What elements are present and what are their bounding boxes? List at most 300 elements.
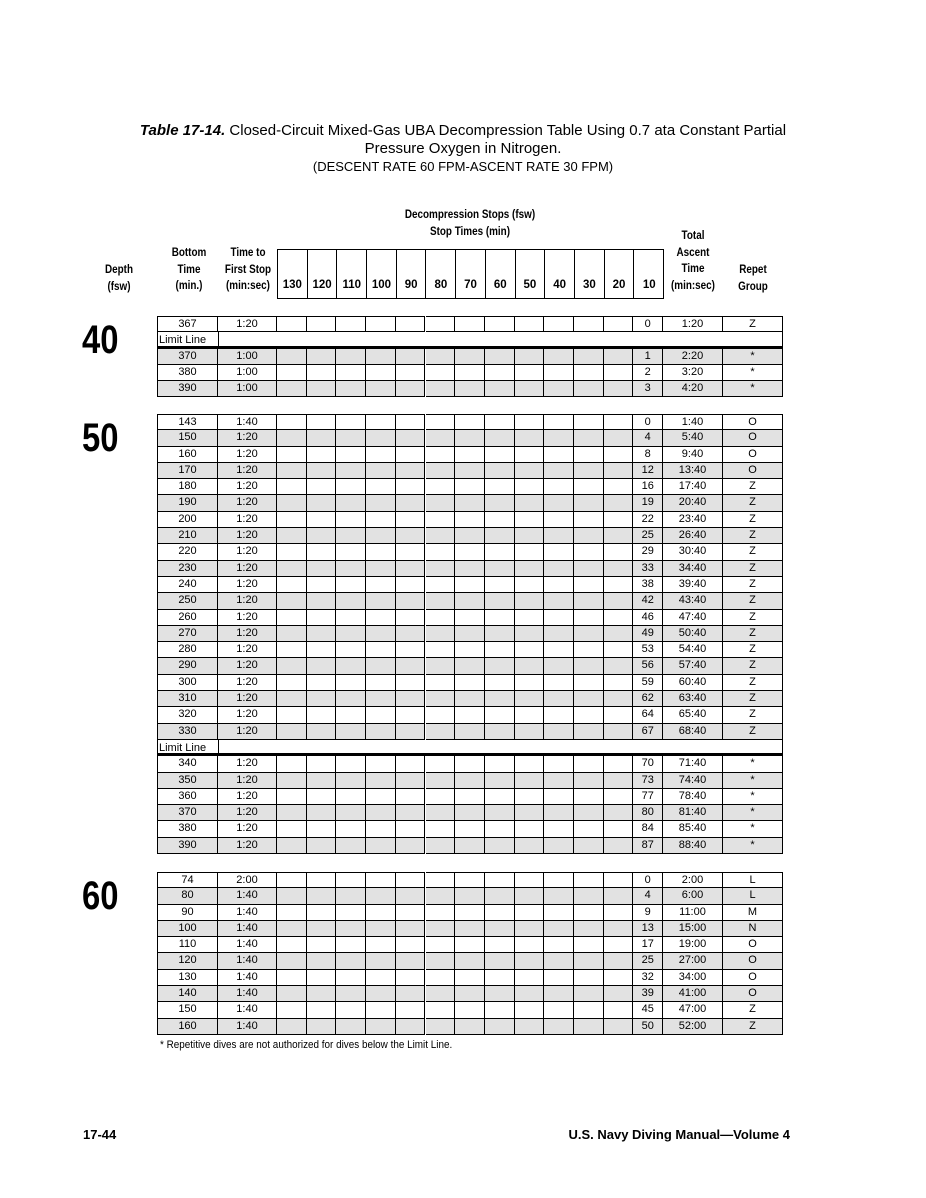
stop-time-cell-empty: [307, 414, 337, 430]
stop-time-cell-empty: [277, 658, 307, 674]
stop-time-cell-empty: [336, 544, 366, 560]
table-row: [157, 953, 783, 969]
stop-time-cell-empty: [396, 381, 426, 397]
stop-time-cell-empty: [426, 528, 456, 544]
stop-time-cell-empty: [307, 642, 337, 658]
total-ascent-header-line: Ascent: [676, 246, 710, 259]
repet-group-cell: Z: [723, 593, 783, 609]
stop-time-cell-empty: [426, 789, 456, 805]
repet-group-cell: *: [723, 756, 783, 772]
bottom-time-cell: 340: [157, 756, 218, 772]
stop-time-cell-empty: [544, 921, 574, 937]
stop-time-cell-empty: [574, 821, 604, 837]
stop-time-cell-empty: [544, 1002, 574, 1018]
stop-time-cell-empty: [396, 495, 426, 511]
stop-time-cell-empty: [455, 430, 485, 446]
stop-time-cell-empty: [485, 463, 515, 479]
table-row: [157, 691, 783, 707]
stop-10-time-cell: 77: [633, 789, 663, 805]
stop-time-cell-empty: [307, 691, 337, 707]
stop-time-cell-empty: [336, 512, 366, 528]
table-row: [157, 626, 783, 642]
table-row: [157, 463, 783, 479]
depth-section-table: [157, 872, 783, 1035]
stop-time-cell-empty: [455, 986, 485, 1002]
stop-time-cell-empty: [515, 905, 545, 921]
repet-group-cell: *: [723, 821, 783, 837]
first-stop-time-cell: 1:20: [218, 463, 277, 479]
stop-time-cell-empty: [277, 561, 307, 577]
bottom-time-cell: 270: [157, 626, 218, 642]
stop-time-cell-empty: [366, 1002, 396, 1018]
bottom-time-cell: 330: [157, 724, 218, 740]
table-row: [157, 970, 783, 986]
stop-time-cell-empty: [604, 756, 634, 772]
repet-group-cell: *: [723, 365, 783, 381]
table-row: [157, 805, 783, 821]
table-row: [157, 610, 783, 626]
stop-time-cell-empty: [544, 365, 574, 381]
stop-time-cell-empty: [366, 479, 396, 495]
stop-time-cell-empty: [277, 577, 307, 593]
repet-group-cell: Z: [723, 626, 783, 642]
repet-group-cell: M: [723, 905, 783, 921]
stop-time-cell-empty: [307, 805, 337, 821]
stop-time-cell-empty: [455, 561, 485, 577]
depth-label: 50: [82, 416, 119, 460]
table-subtitle: (DESCENT RATE 60 FPM-ASCENT RATE 30 FPM): [312, 159, 614, 174]
stop-time-cell-empty: [426, 626, 456, 642]
stop-time-cell-empty: [366, 872, 396, 888]
stop-time-cell-empty: [426, 953, 456, 969]
stop-time-cell-empty: [396, 1002, 426, 1018]
stop-time-cell-empty: [485, 724, 515, 740]
total-ascent-time-cell: 68:40: [663, 724, 723, 740]
table-row: [157, 756, 783, 772]
table-row: [157, 316, 783, 332]
first-stop-time-cell: 1:20: [218, 512, 277, 528]
stop-time-cell-empty: [396, 773, 426, 789]
title-text-2: Pressure Oxygen in Nitrogen.: [364, 140, 562, 157]
stop-time-cell-empty: [336, 838, 366, 854]
stop-time-cell-empty: [396, 838, 426, 854]
stop-time-cell-empty: [426, 577, 456, 593]
stop-time-cell-empty: [396, 544, 426, 560]
stop-time-cell-empty: [604, 463, 634, 479]
stop-time-cell-empty: [544, 528, 574, 544]
stop-time-cell-empty: [515, 789, 545, 805]
first-stop-header-line: First Stop: [224, 263, 272, 276]
first-stop-time-cell: 1:40: [218, 888, 277, 904]
total-ascent-time-cell: 81:40: [663, 805, 723, 821]
first-stop-time-cell: 1:20: [218, 316, 277, 332]
stop-time-cell-empty: [544, 463, 574, 479]
repet-group-header-line: Repet: [739, 264, 767, 276]
stop-time-cell-empty: [574, 888, 604, 904]
stop-time-cell-empty: [336, 970, 366, 986]
stop-time-cell-empty: [574, 577, 604, 593]
stop-time-cell-empty: [604, 805, 634, 821]
stop-time-cell-empty: [515, 463, 545, 479]
depth-label: 60: [82, 874, 119, 918]
stop-10-time-cell: 33: [633, 561, 663, 577]
stop-time-cell-empty: [574, 610, 604, 626]
stop-time-cell-empty: [544, 495, 574, 511]
stop-time-cell-empty: [455, 724, 485, 740]
stop-time-cell-empty: [366, 675, 396, 691]
stop-time-cell-empty: [396, 905, 426, 921]
stop-time-cell-empty: [366, 888, 396, 904]
stop-time-cell-empty: [366, 970, 396, 986]
stop-time-cell-empty: [485, 1002, 515, 1018]
stop-time-cell-empty: [426, 691, 456, 707]
stop-time-cell-empty: [336, 691, 366, 707]
repet-group-cell: L: [723, 872, 783, 888]
stop-time-cell-empty: [366, 756, 396, 772]
stop-time-cell-empty: [366, 1019, 396, 1035]
repet-group-cell: *: [723, 838, 783, 854]
stop-time-cell-empty: [336, 626, 366, 642]
total-ascent-time-cell: 17:40: [663, 479, 723, 495]
stop-time-cell-empty: [574, 986, 604, 1002]
stop-time-cell-empty: [396, 888, 426, 904]
stop-time-cell-empty: [485, 953, 515, 969]
first-stop-time-cell: 1:20: [218, 479, 277, 495]
stop-time-cell-empty: [426, 838, 456, 854]
stop-10-time-cell: 1: [633, 349, 663, 365]
stop-time-cell-empty: [604, 773, 634, 789]
first-stop-time-cell: 1:20: [218, 447, 277, 463]
stop-time-cell-empty: [515, 365, 545, 381]
stop-10-time-cell: 4: [633, 888, 663, 904]
bottom-time-cell: 230: [157, 561, 218, 577]
repet-group-cell: *: [723, 349, 783, 365]
stop-time-cell-empty: [277, 447, 307, 463]
stop-time-cell-empty: [485, 479, 515, 495]
repet-group-cell: *: [723, 789, 783, 805]
stop-time-cell-empty: [336, 479, 366, 495]
stop-time-cell-empty: [455, 495, 485, 511]
bottom-time-cell: 380: [157, 365, 218, 381]
stop-time-cell-empty: [515, 626, 545, 642]
stop-time-cell-empty: [485, 921, 515, 937]
first-stop-time-cell: 1:40: [218, 953, 277, 969]
repet-group-cell: Z: [723, 707, 783, 723]
stop-time-cell-empty: [574, 970, 604, 986]
table-title: [60, 122, 866, 176]
stop-time-cell-empty: [307, 381, 337, 397]
table-row: [157, 528, 783, 544]
table-row: [157, 544, 783, 560]
stop-time-cell-empty: [485, 675, 515, 691]
table-row: [157, 888, 783, 904]
stop-time-cell-empty: [277, 888, 307, 904]
stop-time-cell-empty: [544, 756, 574, 772]
stop-time-cell-empty: [307, 821, 337, 837]
stop-time-cell-empty: [574, 544, 604, 560]
stop-time-cell-empty: [485, 495, 515, 511]
first-stop-time-cell: 1:20: [218, 495, 277, 511]
stop-time-cell-empty: [336, 414, 366, 430]
table-row: [157, 430, 783, 446]
total-ascent-time-cell: 50:40: [663, 626, 723, 642]
stop-time-cell-empty: [455, 463, 485, 479]
total-ascent-time-cell: 54:40: [663, 642, 723, 658]
table-row: [157, 838, 783, 854]
stop-time-cell-empty: [307, 593, 337, 609]
stop-time-cell-empty: [307, 479, 337, 495]
stop-10-time-cell: 87: [633, 838, 663, 854]
stop-time-cell-empty: [574, 349, 604, 365]
first-stop-header-line: (min:sec): [226, 280, 270, 292]
bottom-time-cell: 240: [157, 577, 218, 593]
bottom-time-cell: 74: [157, 872, 218, 888]
total-ascent-time-cell: 60:40: [663, 675, 723, 691]
stop-time-cell-empty: [515, 986, 545, 1002]
stop-time-cell-empty: [485, 986, 515, 1002]
stop-10-time-cell: 29: [633, 544, 663, 560]
first-stop-time-cell: 1:20: [218, 707, 277, 723]
stop-time-cell-empty: [366, 349, 396, 365]
total-ascent-time-cell: 23:40: [663, 512, 723, 528]
stop-time-cell-empty: [544, 1019, 574, 1035]
stop-time-cell-empty: [574, 642, 604, 658]
table-row: [157, 479, 783, 495]
stop-time-cell-empty: [336, 872, 366, 888]
stop-time-cell-empty: [366, 430, 396, 446]
stop-time-cell-empty: [396, 1019, 426, 1035]
repet-group-cell: Z: [723, 479, 783, 495]
stop-time-cell-empty: [544, 724, 574, 740]
stop-time-cell-empty: [574, 937, 604, 953]
stop-time-cell-empty: [277, 921, 307, 937]
stop-time-cell-empty: [366, 937, 396, 953]
stop-time-cell-empty: [277, 365, 307, 381]
stop-time-cell-empty: [366, 707, 396, 723]
stop-time-cell-empty: [574, 675, 604, 691]
stop-time-cell-empty: [455, 970, 485, 986]
stop-10-time-cell: 46: [633, 610, 663, 626]
stop-time-cell-empty: [307, 544, 337, 560]
table-row: [157, 658, 783, 674]
stop-time-cell-empty: [455, 479, 485, 495]
stop-time-cell-empty: [336, 756, 366, 772]
stop-time-cell-empty: [604, 789, 634, 805]
stop-time-cell-empty: [515, 1002, 545, 1018]
stop-time-cell-empty: [485, 447, 515, 463]
stop-time-cell-empty: [515, 316, 545, 332]
stop-time-cell-empty: [485, 872, 515, 888]
stop-10-time-cell: 39: [633, 986, 663, 1002]
repet-group-cell: O: [723, 430, 783, 446]
stop-time-cell-empty: [515, 1019, 545, 1035]
stop-time-cell-empty: [604, 610, 634, 626]
repet-group-cell: *: [723, 381, 783, 397]
stop-depth-header: 110: [337, 250, 367, 298]
stop-time-cell-empty: [307, 756, 337, 772]
stop-time-cell-empty: [604, 1002, 634, 1018]
repet-group-cell: N: [723, 921, 783, 937]
stop-time-cell-empty: [544, 691, 574, 707]
stop-time-cell-empty: [485, 1019, 515, 1035]
stop-time-cell-empty: [426, 937, 456, 953]
stop-time-cell-empty: [366, 838, 396, 854]
stop-time-cell-empty: [455, 365, 485, 381]
stop-time-cell-empty: [277, 937, 307, 953]
total-ascent-time-cell: 41:00: [663, 986, 723, 1002]
stop-time-cell-empty: [307, 349, 337, 365]
stop-time-cell-empty: [515, 495, 545, 511]
bottom-time-cell: 220: [157, 544, 218, 560]
stop-time-cell-empty: [336, 953, 366, 969]
stop-time-cell-empty: [455, 805, 485, 821]
table-row: [157, 937, 783, 953]
stop-depth-header: 40: [545, 250, 575, 298]
stop-time-cell-empty: [515, 414, 545, 430]
footnote: * Repetitive dives are not authorized for dives below the Limit Line.: [160, 1039, 453, 1051]
stop-time-cell-empty: [336, 365, 366, 381]
stop-time-cell-empty: [396, 512, 426, 528]
stop-time-cell-empty: [604, 528, 634, 544]
stop-time-cell-empty: [544, 316, 574, 332]
total-ascent-header: [666, 228, 719, 294]
bottom-time-cell: 290: [157, 658, 218, 674]
total-ascent-time-cell: 63:40: [663, 691, 723, 707]
stop-time-cell-empty: [307, 447, 337, 463]
stop-time-cell-empty: [336, 349, 366, 365]
bottom-time-cell: 190: [157, 495, 218, 511]
stop-depth-header: 120: [308, 250, 338, 298]
stop-time-cell-empty: [455, 872, 485, 888]
repet-group-cell: O: [723, 953, 783, 969]
stop-time-cell-empty: [336, 316, 366, 332]
stop-time-cell-empty: [277, 756, 307, 772]
stop-time-cell-empty: [485, 528, 515, 544]
repet-group-cell: *: [723, 805, 783, 821]
table-row: [157, 921, 783, 937]
stop-time-cell-empty: [426, 561, 456, 577]
bottom-time-cell: 250: [157, 593, 218, 609]
stop-time-cell-empty: [277, 905, 307, 921]
total-ascent-time-cell: 39:40: [663, 577, 723, 593]
stop-time-cell-empty: [366, 773, 396, 789]
stop-time-cell-empty: [544, 561, 574, 577]
first-stop-time-cell: 1:20: [218, 805, 277, 821]
stop-time-cell-empty: [277, 512, 307, 528]
stop-time-cell-empty: [604, 577, 634, 593]
stop-time-cell-empty: [455, 888, 485, 904]
first-stop-time-cell: 1:20: [218, 675, 277, 691]
table-row: [157, 495, 783, 511]
bottom-time-cell: 210: [157, 528, 218, 544]
stop-time-cell-empty: [485, 756, 515, 772]
stop-time-cell-empty: [485, 610, 515, 626]
bottom-time-cell: 260: [157, 610, 218, 626]
stops-header-line: Stop Times (min): [429, 225, 511, 238]
stop-time-cell-empty: [604, 953, 634, 969]
stop-depth-header: 100: [367, 250, 397, 298]
stop-time-cell-empty: [426, 414, 456, 430]
table-row: [157, 349, 783, 365]
stop-time-cell-empty: [277, 414, 307, 430]
stop-time-cell-empty: [336, 905, 366, 921]
bottom-time-cell: 360: [157, 789, 218, 805]
stop-time-cell-empty: [396, 675, 426, 691]
repet-group-cell: O: [723, 463, 783, 479]
stop-time-cell-empty: [515, 593, 545, 609]
bottom-time-cell: 300: [157, 675, 218, 691]
limit-line-divider: [218, 332, 219, 348]
stop-time-cell-empty: [277, 1019, 307, 1035]
stop-10-time-cell: 45: [633, 1002, 663, 1018]
stop-time-cell-empty: [544, 479, 574, 495]
limit-line-label: Limit Line: [159, 334, 207, 347]
stop-10-time-cell: 8: [633, 447, 663, 463]
bottom-time-cell: 200: [157, 512, 218, 528]
limit-line-divider: [218, 740, 219, 756]
stop-time-cell-empty: [426, 610, 456, 626]
first-stop-time-cell: 1:20: [218, 561, 277, 577]
stop-time-cell-empty: [544, 707, 574, 723]
stop-time-cell-empty: [574, 838, 604, 854]
stop-time-cell-empty: [574, 495, 604, 511]
stop-time-cell-empty: [336, 577, 366, 593]
bottom-time-cell: 390: [157, 838, 218, 854]
bottom-time-cell: 150: [157, 1002, 218, 1018]
stop-time-cell-empty: [366, 805, 396, 821]
table-row: [157, 821, 783, 837]
stop-time-cell-empty: [366, 381, 396, 397]
stop-time-cell-empty: [604, 905, 634, 921]
stop-time-cell-empty: [366, 528, 396, 544]
stop-time-cell-empty: [455, 642, 485, 658]
stop-10-time-cell: 12: [633, 463, 663, 479]
stop-time-cell-empty: [455, 626, 485, 642]
stop-time-cell-empty: [426, 495, 456, 511]
stop-time-cell-empty: [396, 953, 426, 969]
bottom-time-cell: 110: [157, 937, 218, 953]
stops-header-grid: [277, 249, 664, 299]
table-row: [157, 986, 783, 1002]
first-stop-time-cell: 1:20: [218, 642, 277, 658]
table-row: [157, 707, 783, 723]
stop-time-cell-empty: [455, 349, 485, 365]
stop-time-cell-empty: [544, 838, 574, 854]
bottom-time-cell: 90: [157, 905, 218, 921]
stop-time-cell-empty: [396, 528, 426, 544]
stop-time-cell-empty: [455, 756, 485, 772]
stop-time-cell-empty: [307, 463, 337, 479]
stop-time-cell-empty: [366, 495, 396, 511]
stop-time-cell-empty: [396, 577, 426, 593]
repet-group-cell: Z: [723, 561, 783, 577]
stop-time-cell-empty: [574, 365, 604, 381]
bottom-time-cell: 120: [157, 953, 218, 969]
stop-time-cell-empty: [485, 905, 515, 921]
total-ascent-time-cell: 6:00: [663, 888, 723, 904]
table-row: [157, 905, 783, 921]
stop-time-cell-empty: [307, 512, 337, 528]
stop-time-cell-empty: [396, 447, 426, 463]
stop-10-time-cell: 38: [633, 577, 663, 593]
stop-time-cell-empty: [396, 593, 426, 609]
stop-time-cell-empty: [485, 349, 515, 365]
stop-time-cell-empty: [366, 577, 396, 593]
stop-time-cell-empty: [336, 724, 366, 740]
stop-time-cell-empty: [455, 381, 485, 397]
stop-time-cell-empty: [307, 838, 337, 854]
stop-time-cell-empty: [604, 821, 634, 837]
